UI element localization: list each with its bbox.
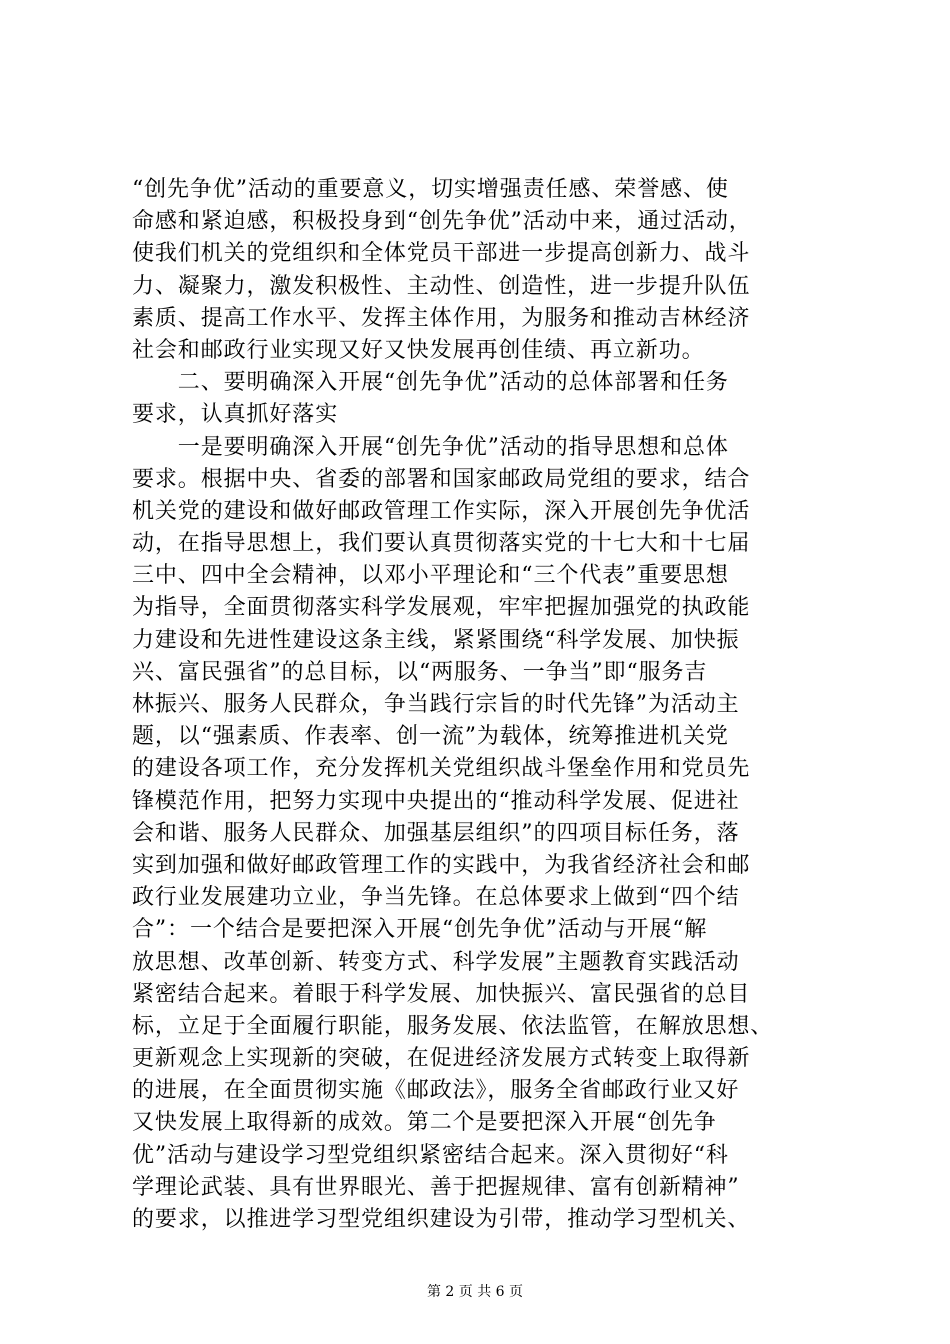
text-line: 命感和紧迫感，积极投身到“创先争优”活动中来，通过活动，: [132, 209, 752, 235]
text-line: 学理论武装、具有世界眼光、善于把握规律、富有创新精神”: [132, 1174, 740, 1200]
text-line: 优”活动与建设学习型党组织紧密结合起来。深入贯彻好“科: [132, 1142, 729, 1168]
text-line: 合”：一个结合是要把深入开展“创先争优”活动与开展“解: [132, 917, 708, 943]
page-number-footer: 第 2 页 共 6 页: [426, 1284, 524, 1300]
text-line: 实到加强和做好邮政管理工作的实践中，为我省经济社会和邮: [132, 852, 751, 878]
text-line: 要求。根据中央、省委的部署和国家邮政局党组的要求，结合: [132, 466, 751, 492]
text-line: 机关党的建设和做好邮政管理工作实际，深入开展创先争优活: [132, 498, 751, 524]
text-line: 力建设和先进性建设这条主线，紧紧围绕“科学发展、加快振: [132, 627, 740, 653]
text-line: 三中、四中全会精神，以邓小平理论和“三个代表”重要思想: [132, 563, 729, 589]
text-line: 社会和邮政行业实现又好又快发展再创佳绩、再立新功。: [132, 337, 705, 363]
text-line: 的建设各项工作，充分发挥机关党组织战斗堡垒作用和党员先: [132, 756, 751, 782]
text-line: “创先争优”活动的重要意义，切实增强责任感、荣誉感、使: [132, 177, 729, 202]
text-line: 林振兴、服务人民群众，争当践行宗旨的时代先锋”为活动主: [132, 692, 740, 717]
text-line: 会和谐、服务人民群众、加强基层组织”的四项目标任务，落: [132, 820, 740, 846]
text-line: 动，在指导思想上，我们要认真贯彻落实党的十七大和十七届: [132, 531, 751, 557]
text-line: 为指导，全面贯彻落实科学发展观，牢牢把握加强党的执政能: [132, 595, 751, 621]
text-line: 政行业发展建功立业，争当先锋。在总体要求上做到“四个结: [132, 885, 740, 911]
text-line: 又快发展上取得新的成效。第二个是要把深入开展“创先争: [132, 1110, 717, 1136]
text-line: 更新观念上实现新的突破，在促进经济发展方式转变上取得新: [132, 1046, 751, 1072]
text-line: 紧密结合起来。着眼于科学发展、加快振兴、富民强省的总目: [132, 981, 751, 1007]
text-line: 素质、提高工作水平、发挥主体作用，为服务和推动吉林经济: [132, 305, 751, 331]
text-line: 放思想、改革创新、转变方式、科学发展”主题教育实践活动: [132, 949, 740, 975]
text-line: 的要求，以推进学习型党组织建设为引带，推动学习型机关、: [132, 1207, 751, 1232]
text-line: 的进展，在全面贯彻实施《邮政法》，服务全省邮政行业又好: [132, 1078, 740, 1104]
body-text: [132, 174, 832, 1236]
text-line: 标，立足于全面履行职能，服务发展、依法监管，在解放思想、: [132, 1013, 774, 1039]
text-line: 一是要明确深入开展“创先争优”活动的指导思想和总体: [132, 434, 729, 460]
text-line: 兴、富民强省”的总目标，以“两服务、一争当”即“服务吉: [132, 659, 708, 685]
text-line: 使我们机关的党组织和全体党员干部进一步提高创新力、战斗: [132, 241, 751, 267]
text-line: 力、凝聚力，激发积极性、主动性、创造性，进一步提升队伍: [132, 273, 751, 299]
section-heading-line: 要求，认真抓好落实: [132, 402, 339, 428]
text-line: 题，以“强素质、作表率、创一流”为载体，统筹推进机关党: [132, 724, 729, 750]
section-heading-line: 二、要明确深入开展“创先争优”活动的总体部署和任务: [132, 370, 729, 396]
text-line: 锋模范作用，把努力实现中央提出的“推动科学发展、促进社: [132, 788, 740, 814]
